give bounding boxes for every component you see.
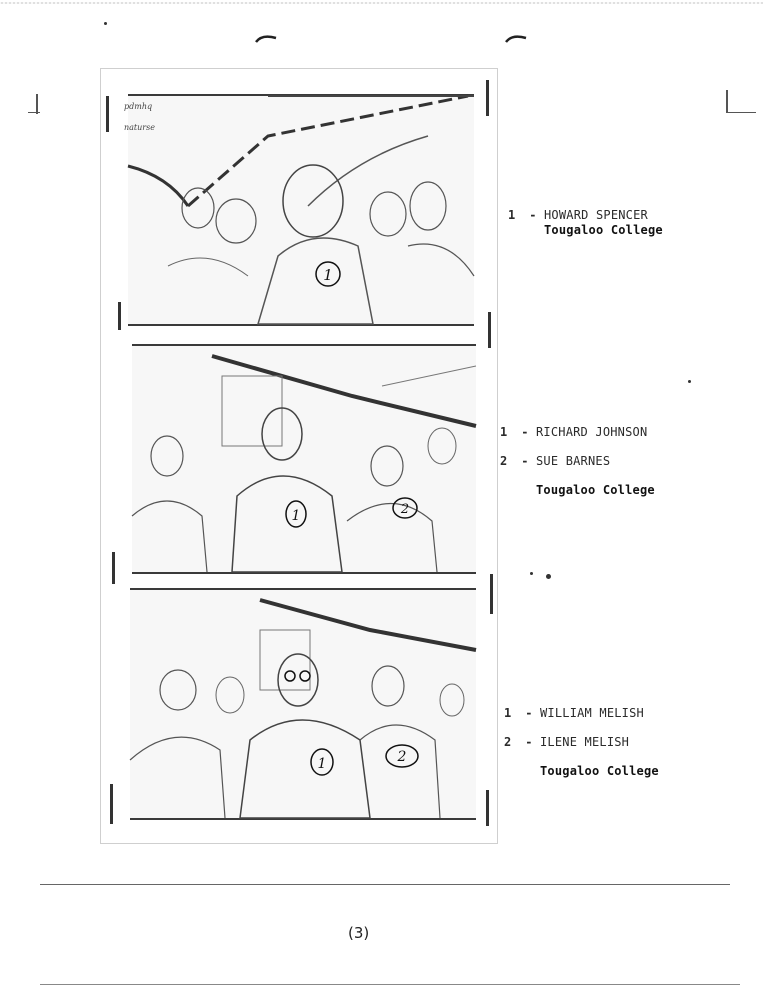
caption-dash: - (521, 454, 529, 468)
caption-line (500, 418, 655, 447)
caption-affiliation: Tougaloo College (536, 483, 655, 497)
caption-line (504, 699, 659, 728)
caption-photo-1 (508, 208, 663, 238)
caption-name: SUE BARNES (536, 454, 611, 468)
scan-speck (688, 380, 691, 383)
bracket-left-1b (118, 302, 121, 330)
marker-2 (386, 745, 418, 767)
caption-number: 2 (504, 735, 512, 749)
handnote-line-2: naturse (124, 123, 155, 132)
marker-2-label: 2 (397, 749, 407, 765)
caption-dash: - (525, 706, 533, 720)
marker-1-label: 1 (291, 508, 301, 524)
caption-dash: - (521, 425, 529, 439)
photo-1 (124, 94, 474, 326)
caption-line (508, 208, 663, 223)
photo-3-image (130, 590, 476, 818)
caption-line (500, 476, 655, 505)
caption-photo-2 (500, 418, 655, 505)
bracket-left-3 (110, 784, 113, 824)
caption-line (500, 447, 655, 476)
marker-1-label: 1 (317, 756, 327, 772)
handwritten-note (124, 102, 155, 132)
marker-1 (311, 749, 333, 775)
caption-dash: - (529, 208, 537, 222)
bracket-right-1b (488, 312, 491, 348)
top-corner-marks (250, 30, 540, 50)
caption-name: WILLIAM MELISH (540, 706, 644, 720)
caption-affiliation: Tougaloo College (540, 764, 659, 778)
caption-number: 2 (500, 454, 508, 468)
left-margin-tick (28, 112, 40, 113)
bracket-left-2 (112, 552, 115, 584)
photo-3 (130, 588, 476, 820)
caption-affiliation: Tougaloo College (544, 223, 663, 237)
bracket-right-1 (486, 80, 489, 116)
scan-speck (530, 572, 533, 575)
caption-name: HOWARD SPENCER (544, 208, 648, 222)
bottom-rule (40, 884, 730, 885)
bracket-right-2 (490, 574, 493, 614)
scan-speck (104, 22, 107, 25)
bracket-left-1 (106, 96, 109, 132)
caption-photo-3 (504, 699, 659, 786)
right-margin-tick (726, 112, 756, 113)
bracket-right-3 (486, 790, 489, 826)
photo-2 (132, 344, 476, 574)
right-margin-mark (726, 90, 728, 112)
caption-number: 1 (508, 208, 516, 222)
caption-name: ILENE MELISH (540, 735, 630, 749)
page-number: (3) (348, 924, 370, 942)
photo-2-image (132, 346, 476, 572)
caption-number: 1 (500, 425, 508, 439)
marker-2-label: 2 (400, 502, 410, 517)
marker-1-label: 1 (323, 266, 333, 284)
handnote-line-1: pdmhq (124, 102, 153, 111)
caption-line (504, 757, 659, 786)
caption-line (504, 728, 659, 757)
marker-1 (286, 501, 306, 527)
scan-speck (546, 574, 551, 579)
marker-1 (316, 262, 340, 286)
bottom-edge-rule (40, 984, 740, 985)
caption-line (508, 223, 663, 238)
caption-name: RICHARD JOHNSON (536, 425, 648, 439)
left-margin-mark (36, 94, 38, 114)
photo-1-image (128, 96, 474, 324)
caption-dash: - (525, 735, 533, 749)
caption-number: 1 (504, 706, 512, 720)
scan-border-dots (0, 2, 763, 4)
